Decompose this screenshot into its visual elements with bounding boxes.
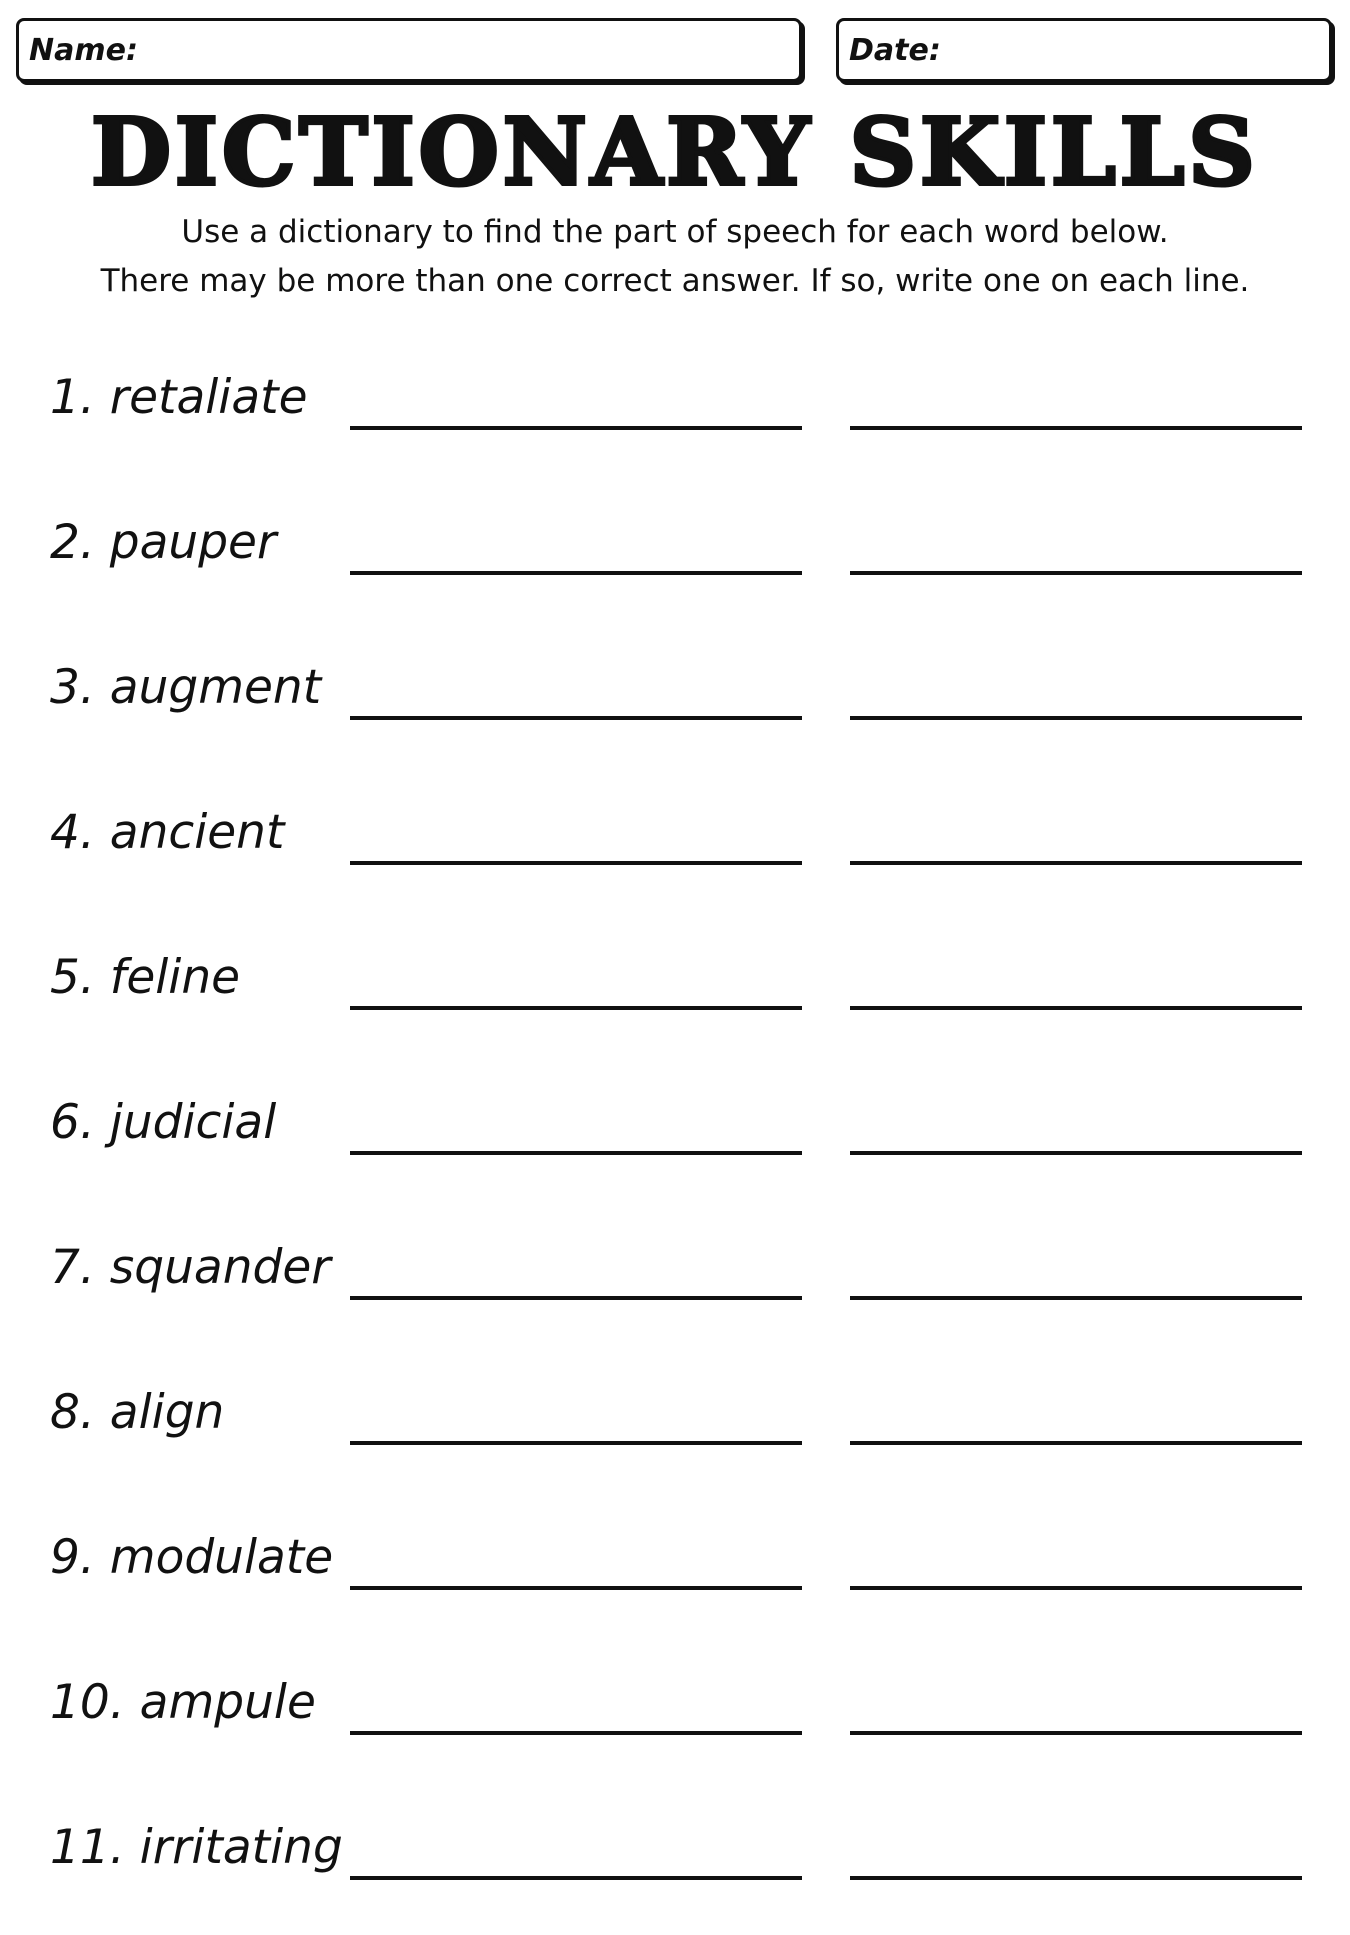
word-row (0, 1065, 1350, 1210)
word-label: 6. judicial (50, 1095, 277, 1150)
instructions-line-2: There may be more than one correct answer. If so, write one on each line. (100, 263, 1250, 299)
answer-line-1[interactable] (350, 1876, 802, 1880)
word-label: 3. augment (50, 660, 322, 715)
answer-line-1[interactable] (350, 1296, 802, 1300)
answer-line-1[interactable] (350, 426, 802, 430)
name-label: Name: (29, 33, 138, 68)
word-row (0, 1210, 1350, 1355)
date-label: Date: (849, 33, 941, 68)
word-row (0, 485, 1350, 630)
word-label: 11. irritating (50, 1820, 343, 1875)
answer-line-2[interactable] (850, 1586, 1302, 1590)
answer-line-2[interactable] (850, 1296, 1302, 1300)
answer-line-1[interactable] (350, 1441, 802, 1445)
word-label: 10. ampule (50, 1675, 316, 1730)
answer-line-1[interactable] (350, 571, 802, 575)
word-row (0, 775, 1350, 920)
answer-line-2[interactable] (850, 571, 1302, 575)
answer-line-2[interactable] (850, 1876, 1302, 1880)
word-label: 9. modulate (50, 1530, 334, 1585)
word-row (0, 1355, 1350, 1500)
word-row (0, 340, 1350, 485)
word-row (0, 920, 1350, 1065)
instructions (0, 208, 1350, 306)
answer-line-2[interactable] (850, 426, 1302, 430)
instructions-line-1: Use a dictionary to find the part of speech for each word below. (181, 214, 1169, 250)
word-label: 2. pauper (50, 515, 277, 570)
word-label: 7. squander (50, 1240, 331, 1295)
answer-line-1[interactable] (350, 1151, 802, 1155)
answer-line-1[interactable] (350, 1586, 802, 1590)
date-field[interactable] (836, 18, 1332, 82)
answer-line-2[interactable] (850, 1441, 1302, 1445)
word-row (0, 630, 1350, 775)
word-label: 4. ancient (50, 805, 285, 860)
word-label: 5. feline (50, 950, 241, 1005)
answer-line-2[interactable] (850, 1151, 1302, 1155)
answer-line-2[interactable] (850, 861, 1302, 865)
word-list (0, 340, 1350, 1935)
word-label: 8. align (50, 1385, 225, 1440)
word-row (0, 1790, 1350, 1935)
answer-line-1[interactable] (350, 1006, 802, 1010)
answer-line-1[interactable] (350, 1731, 802, 1735)
answer-line-2[interactable] (850, 716, 1302, 720)
answer-line-2[interactable] (850, 1731, 1302, 1735)
word-label: 1. retaliate (50, 370, 308, 425)
page-title: DICTIONARY SKILLS (91, 98, 1259, 206)
answer-line-1[interactable] (350, 716, 802, 720)
answer-line-1[interactable] (350, 861, 802, 865)
word-row (0, 1645, 1350, 1790)
answer-line-2[interactable] (850, 1006, 1302, 1010)
name-field[interactable] (16, 18, 802, 82)
word-row (0, 1500, 1350, 1645)
